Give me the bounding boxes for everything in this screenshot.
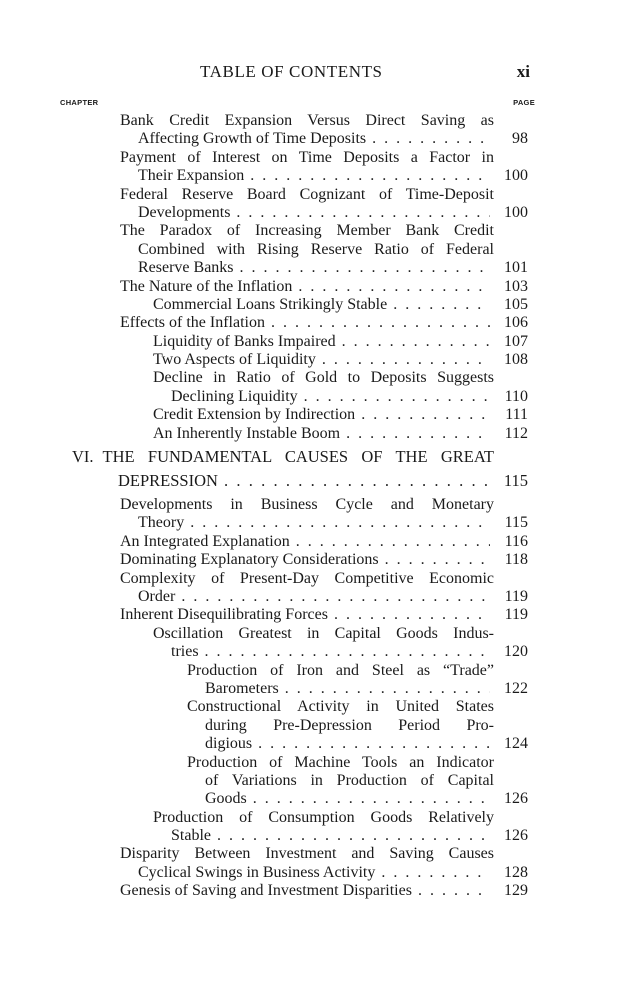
toc-entry xyxy=(0,222,638,277)
toc-entry-line xyxy=(120,551,528,569)
toc-entry-line xyxy=(153,295,528,314)
toc-entry xyxy=(0,112,638,149)
toc-entry-text: Two Aspects of Liquidity xyxy=(153,351,316,369)
dot-leader xyxy=(258,735,490,753)
toc-page-number: 116 xyxy=(504,532,528,550)
toc-entry-text: Disparity Between Investment and Saving Causes xyxy=(120,845,494,863)
toc-entry-line xyxy=(120,222,494,240)
toc-entry-line xyxy=(120,496,494,514)
toc-page-number: 100 xyxy=(504,167,528,185)
dot-leader xyxy=(217,827,490,845)
toc-entry xyxy=(0,406,638,424)
toc-entry-text: Affecting Growth of Time Deposits xyxy=(138,130,367,148)
toc-entry xyxy=(0,662,638,699)
dot-leader xyxy=(181,588,490,606)
dot-leader xyxy=(271,314,490,332)
toc-entry-text: Developments in Business Cycle and Monetary xyxy=(120,496,494,514)
page-title: TABLE OF CONTENTS xyxy=(200,62,383,81)
toc-entry-text: Stable xyxy=(171,827,211,845)
toc-entry-line xyxy=(171,643,528,661)
toc-entry-line xyxy=(138,863,528,882)
toc-entry-line xyxy=(120,532,528,551)
toc-entry xyxy=(0,496,638,533)
toc-entry xyxy=(0,314,638,332)
running-head xyxy=(0,62,638,84)
toc-entry xyxy=(0,333,638,351)
toc-entry-text: Complexity of Present-Day Competitive Economic xyxy=(120,569,494,587)
dot-leader xyxy=(190,514,490,532)
toc-entry-line xyxy=(120,314,528,332)
toc-entry-line xyxy=(187,698,494,716)
toc-entry-text: The Nature of the Inflation xyxy=(120,277,293,295)
toc-entry xyxy=(0,149,638,186)
toc-entry-text: The Paradox of Increasing Member Bank Credit xyxy=(120,222,494,240)
toc-entry-text: Effects of the Inflation xyxy=(120,314,265,332)
toc-entry-line xyxy=(171,827,528,845)
toc-entry-line xyxy=(187,662,494,680)
toc-entry-text: during Pre-Depression Period Pro- xyxy=(205,716,494,734)
dot-leader xyxy=(296,533,490,551)
dot-leader xyxy=(372,130,490,148)
toc-entry xyxy=(0,625,638,662)
toc-entry-text: Liquidity of Banks Impaired xyxy=(153,332,336,350)
toc-entry-text: Reserve Banks xyxy=(138,259,234,277)
toc-entry xyxy=(0,845,638,882)
toc-entry-text: Production of Machine Tools an Indicator xyxy=(187,753,494,771)
dot-leader xyxy=(253,790,490,808)
toc-entry-line xyxy=(153,351,528,369)
dot-leader xyxy=(224,469,490,493)
toc-entry-text: Payment of Interest on Time Deposits a Factor in xyxy=(120,148,494,166)
chapter-column-label: CHAPTER xyxy=(60,98,99,107)
toc-chapter-entry xyxy=(0,445,638,493)
toc-entry-line xyxy=(205,679,528,698)
toc-entry-text: Production of Iron and Steel as “Trade” xyxy=(187,661,494,679)
toc-entry-text: Dominating Explanatory Considerations xyxy=(120,551,379,569)
toc-entry-text: of Variations in Production of Capital xyxy=(205,771,494,789)
toc-entry-line xyxy=(153,406,528,424)
toc-page-number: 100 xyxy=(504,203,528,221)
toc-entry-text: Bank Credit Expansion Versus Direct Saving as xyxy=(120,112,494,129)
toc-entry-line xyxy=(138,130,528,148)
dot-leader xyxy=(393,296,490,314)
toc-entry-text: DEPRESSION xyxy=(118,471,218,491)
toc-entry-line xyxy=(187,754,494,772)
page-column-label: PAGE xyxy=(513,98,535,107)
dot-leader xyxy=(322,351,490,369)
toc-entry-text: Commercial Loans Strikingly Stable xyxy=(153,295,388,313)
toc-entry-line xyxy=(120,845,494,863)
toc-entry xyxy=(0,882,638,900)
toc-entry-line xyxy=(171,387,528,406)
toc-entry-text: Inherent Disequilibrating Forces xyxy=(120,606,328,624)
toc-entry xyxy=(0,754,638,809)
toc-entry-text: An Inherently Instable Boom xyxy=(153,424,341,442)
toc-entry xyxy=(0,698,638,753)
toc-entry xyxy=(0,551,638,569)
toc-entry-line xyxy=(120,277,528,296)
toc-entry-text: Genesis of Saving and Investment Disparities xyxy=(120,882,412,900)
toc-entry-line xyxy=(72,445,494,469)
toc-page-number: 119 xyxy=(504,606,528,624)
dot-leader xyxy=(385,551,490,569)
toc-entry xyxy=(0,570,638,607)
dot-leader xyxy=(361,406,490,424)
toc-page-number: 119 xyxy=(504,587,528,605)
dot-leader xyxy=(304,388,490,406)
toc-page-number: 111 xyxy=(505,406,528,424)
toc-entry-line xyxy=(138,587,528,606)
column-labels xyxy=(0,98,638,110)
toc-page-number: 126 xyxy=(504,827,528,845)
toc-entry-text: Their Expansion xyxy=(138,167,245,185)
toc-entry-text: Constructional Activity in United States xyxy=(187,698,494,716)
toc-entry-text: Decline in Ratio of Gold to Deposits Suggests xyxy=(153,369,494,387)
toc-entry-text: Combined with Rising Reserve Ratio of Federal xyxy=(138,240,494,258)
dot-leader xyxy=(250,167,490,185)
toc-entry xyxy=(0,606,638,624)
toc-page-number: 103 xyxy=(504,277,528,295)
toc-entry-text: tries xyxy=(171,643,199,661)
toc-entry-line xyxy=(205,790,528,808)
toc-entry-line xyxy=(153,424,528,443)
toc-entry-text: Goods xyxy=(205,790,247,808)
toc-page-number: 112 xyxy=(504,424,528,442)
toc-entry xyxy=(0,425,638,443)
toc-entry-text: THE FUNDAMENTAL CAUSES OF THE GREAT xyxy=(102,447,494,467)
toc-entry-text: Theory xyxy=(138,514,185,532)
toc-entry-line xyxy=(153,332,528,351)
toc-entry xyxy=(0,186,638,223)
dot-leader xyxy=(236,204,490,222)
toc-entry xyxy=(0,533,638,551)
toc-page-number: 106 xyxy=(504,314,528,332)
dot-leader xyxy=(418,882,490,900)
toc-entry-line xyxy=(205,735,528,753)
toc-entry-text: An Integrated Explanation xyxy=(120,532,290,550)
toc-entry xyxy=(0,351,638,369)
toc-entry-text: Credit Extension by Indirection xyxy=(153,406,356,424)
chapter-number: VI. xyxy=(72,447,94,467)
toc-page-number: 108 xyxy=(504,351,528,369)
toc-page-number: 115 xyxy=(503,471,528,491)
toc-page-number: 105 xyxy=(504,295,528,313)
toc-entry-line xyxy=(205,772,494,790)
toc-page-number: 101 xyxy=(504,259,528,277)
toc-page-number: 120 xyxy=(504,643,528,661)
toc-entry-line xyxy=(120,149,494,167)
toc-page-number: 107 xyxy=(504,332,528,350)
dot-leader xyxy=(298,278,490,296)
toc-entry-text: digious xyxy=(205,735,253,753)
toc-entry xyxy=(0,278,638,296)
toc-entry-line xyxy=(138,514,528,532)
toc-entry-line xyxy=(120,112,494,130)
dot-leader xyxy=(381,864,490,882)
toc-entry-text: Order xyxy=(138,587,176,605)
toc-entry xyxy=(0,809,638,846)
dot-leader xyxy=(334,606,490,624)
toc-page-number: 118 xyxy=(504,551,528,569)
toc-entry-line xyxy=(153,625,494,643)
toc-entry-line xyxy=(120,186,494,204)
toc-entry-line xyxy=(120,882,528,900)
toc-page-number: 129 xyxy=(504,882,528,900)
toc-entry-text: Cyclical Swings in Business Activity xyxy=(138,863,376,881)
page-number: xi xyxy=(516,62,530,81)
dot-leader xyxy=(342,333,490,351)
toc-page-number: 122 xyxy=(504,679,528,697)
toc-page-number: 115 xyxy=(504,514,528,532)
toc-entry-line xyxy=(118,469,528,493)
toc-page-number: 98 xyxy=(512,130,528,148)
toc-entry-text: Federal Reserve Board Cognizant of Time-Deposit xyxy=(120,185,494,203)
toc-entry-line xyxy=(120,570,494,588)
toc-entry xyxy=(0,369,638,406)
toc-entry-line xyxy=(138,241,494,259)
dot-leader xyxy=(240,259,490,277)
toc-entry-text: Declining Liquidity xyxy=(171,387,298,405)
toc-entry-text: Developments xyxy=(138,203,231,221)
toc-page-number: 124 xyxy=(504,735,528,753)
toc-entry-line xyxy=(153,369,494,387)
toc-entry-line xyxy=(138,259,528,277)
toc-entry xyxy=(0,296,638,314)
table-of-contents xyxy=(0,112,638,901)
dot-leader xyxy=(285,680,490,698)
toc-entry-text: Barometers xyxy=(205,679,279,697)
toc-page-number: 126 xyxy=(504,790,528,808)
toc-entry-text: Oscillation Greatest in Capital Goods Indus- xyxy=(153,624,494,642)
toc-entry-line xyxy=(153,809,494,827)
dot-leader xyxy=(205,643,490,661)
dot-leader xyxy=(346,425,490,443)
toc-entry-line xyxy=(205,717,494,735)
toc-entry-line xyxy=(138,167,528,185)
toc-page-number: 128 xyxy=(504,863,528,881)
toc-entry-line xyxy=(120,606,528,624)
toc-entry-text: Production of Consumption Goods Relatively xyxy=(153,808,494,826)
toc-page-number: 110 xyxy=(504,387,528,405)
toc-entry-line xyxy=(138,203,528,222)
